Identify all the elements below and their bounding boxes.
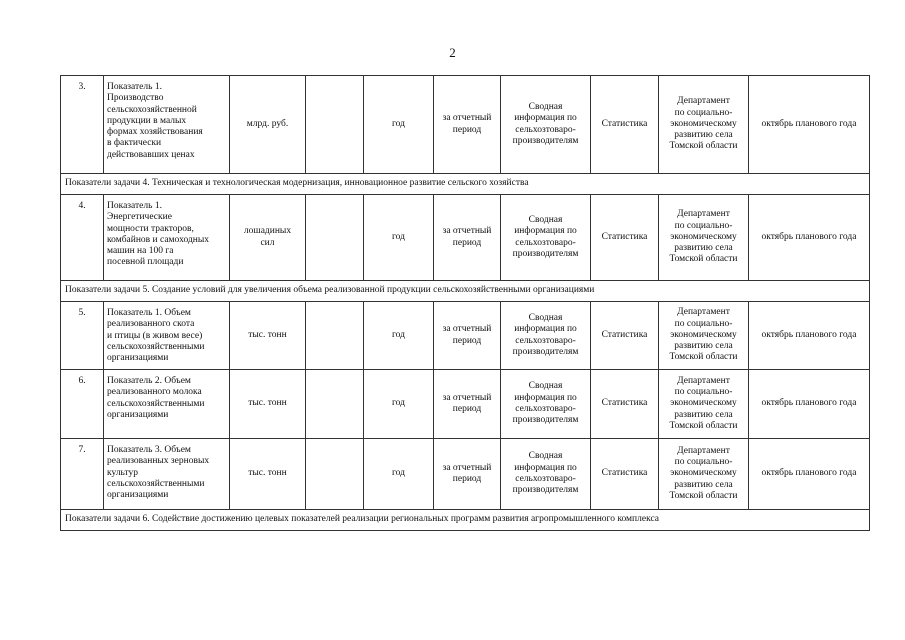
empty-cell xyxy=(306,370,364,439)
periodicity-cell: год xyxy=(364,76,434,174)
section-header-row xyxy=(61,174,870,195)
periodicity-cell: год xyxy=(364,370,434,439)
data-source-cell: Сводная информация по сельхозтоваро- производителям xyxy=(501,195,591,281)
indicator-name-cell: Показатель 1. Производство сельскохозяйственной продукции в малых формах хозяйствования в фактически действовавших ценах xyxy=(104,76,230,174)
indicators-table xyxy=(60,75,870,531)
empty-cell xyxy=(306,439,364,510)
timing-cell: за отчетный период xyxy=(434,439,501,510)
indicator-name-cell: Показатель 1. Энергетические мощности тракторов, комбайнов и самоходных машин на 100 га посевной площади xyxy=(104,195,230,281)
deadline-cell: октябрь планового года xyxy=(749,195,870,281)
indicator-name-cell: Показатель 2. Объем реализованного молока сельскохозяйственными организациями xyxy=(104,370,230,439)
unit-cell: тыс. тонн xyxy=(230,370,306,439)
deadline-cell: октябрь планового года xyxy=(749,76,870,174)
section-title: Показатели задачи 6. Содействие достижению целевых показателей реализации региональных программ развития агропромышленного комплекса xyxy=(61,510,870,531)
table-body xyxy=(61,76,870,531)
unit-cell: лошадиных сил xyxy=(230,195,306,281)
collection-method-cell: Статистика xyxy=(591,439,659,510)
section-title: Показатели задачи 4. Техническая и технологическая модернизация, инновационное развитие сельского хозяйства xyxy=(61,174,870,195)
row-number-cell: 3. xyxy=(61,76,104,174)
data-source-cell: Сводная информация по сельхозтоваро- производителям xyxy=(501,439,591,510)
section-header-row xyxy=(61,510,870,531)
deadline-cell: октябрь планового года xyxy=(749,370,870,439)
collection-method-cell: Статистика xyxy=(591,195,659,281)
timing-cell: за отчетный период xyxy=(434,370,501,439)
periodicity-cell: год xyxy=(364,439,434,510)
data-source-cell: Сводная информация по сельхозтоваро- производителям xyxy=(501,370,591,439)
indicator-row xyxy=(61,195,870,281)
responsible-cell: Департамент по социально- экономическому развитию села Томской области xyxy=(659,370,749,439)
collection-method-cell: Статистика xyxy=(591,370,659,439)
empty-cell xyxy=(306,302,364,370)
empty-cell xyxy=(306,195,364,281)
responsible-cell: Департамент по социально- экономическому развитию села Томской области xyxy=(659,195,749,281)
deadline-cell: октябрь планового года xyxy=(749,302,870,370)
periodicity-cell: год xyxy=(364,302,434,370)
unit-cell: тыс. тонн xyxy=(230,302,306,370)
indicator-row xyxy=(61,439,870,510)
row-number-cell: 7. xyxy=(61,439,104,510)
responsible-cell: Департамент по социально- экономическому развитию села Томской области xyxy=(659,76,749,174)
collection-method-cell: Статистика xyxy=(591,76,659,174)
row-number-cell: 5. xyxy=(61,302,104,370)
row-number-cell: 6. xyxy=(61,370,104,439)
timing-cell: за отчетный период xyxy=(434,76,501,174)
unit-cell: тыс. тонн xyxy=(230,439,306,510)
timing-cell: за отчетный период xyxy=(434,302,501,370)
section-title: Показатели задачи 5. Создание условий для увеличения объема реализованной продукции сельскохозяйственными организациями xyxy=(61,281,870,302)
indicator-row xyxy=(61,76,870,174)
indicator-row xyxy=(61,302,870,370)
timing-cell: за отчетный период xyxy=(434,195,501,281)
data-source-cell: Сводная информация по сельхозтоваро- производителям xyxy=(501,302,591,370)
data-source-cell: Сводная информация по сельхозтоваро- производителям xyxy=(501,76,591,174)
indicator-row xyxy=(61,370,870,439)
periodicity-cell: год xyxy=(364,195,434,281)
empty-cell xyxy=(306,76,364,174)
deadline-cell: октябрь планового года xyxy=(749,439,870,510)
indicator-name-cell: Показатель 1. Объем реализованного скота и птицы (в живом весе) сельскохозяйственными организациями xyxy=(104,302,230,370)
page-number: 2 xyxy=(449,45,456,60)
row-number-cell: 4. xyxy=(61,195,104,281)
unit-cell: млрд. руб. xyxy=(230,76,306,174)
responsible-cell: Департамент по социально- экономическому развитию села Томской области xyxy=(659,302,749,370)
section-header-row xyxy=(61,281,870,302)
indicator-name-cell: Показатель 3. Объем реализованных зерновых культур сельскохозяйственными организациями xyxy=(104,439,230,510)
collection-method-cell: Статистика xyxy=(591,302,659,370)
responsible-cell: Департамент по социально- экономическому развитию села Томской области xyxy=(659,439,749,510)
